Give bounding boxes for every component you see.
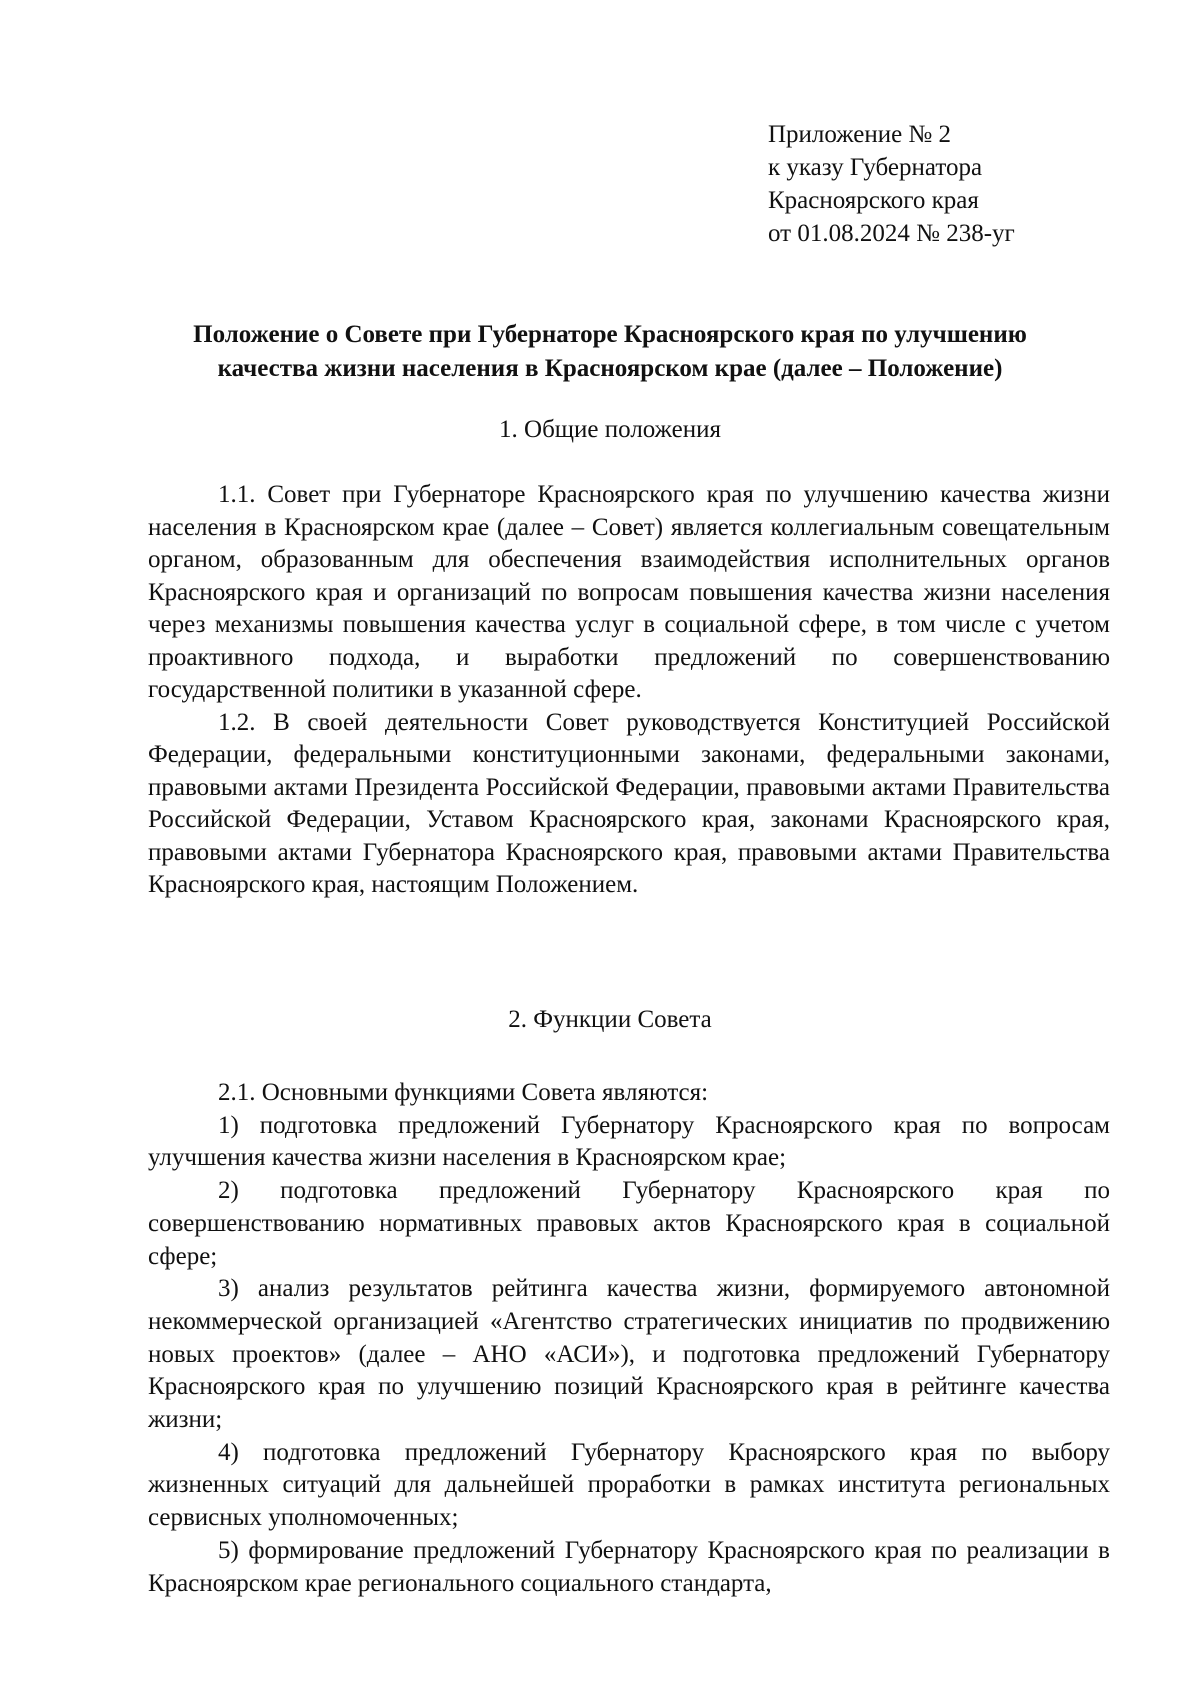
- paragraph-1-1: 1.1. Совет при Губернаторе Красноярского края по улучшению качества жизни населения в Красноярском крае (далее – Совет) является коллегиальным совещательным органом, образованным для обеспечения взаимодействия исполнительных органов Красноярского края и организаций по вопросам повышения качества жизни населения через механизмы повышения качества услуг в социальной сфере, в том числе с учетом проактивного подхода, и выработки предложений по совершенствованию государственной политики в указанной сфере.: [148, 481, 1110, 703]
- paragraph-2-1: 2.1. Основными функциями Совета являются:: [218, 1079, 709, 1106]
- section-1-heading: 1. Общие положения: [499, 416, 721, 443]
- appendix-line-2: к указу Губернатора: [768, 154, 983, 181]
- list-item: 3) анализ результатов рейтинга качества жизни, формируемого автономной некоммерческой организацией «Агентство стратегических инициатив по продвижению новых проектов» (далее – АНО «АСИ»), и подготовка предложений Губернатору Красноярского края по улучшению позиций Красноярского края в рейтинге качества жизни;: [148, 1275, 1110, 1434]
- appendix-line-4: от 01.08.2024 № 238-уг: [768, 220, 1015, 247]
- section-2-body: [148, 1077, 1110, 1600]
- appendix-line-3: Красноярского края: [768, 187, 979, 214]
- document-title-line-1: Положение о Совете при Губернаторе Красноярского края по улучшению: [193, 321, 1027, 348]
- document-title-line-2: качества жизни населения в Красноярском крае (далее – Положение): [217, 355, 1003, 382]
- section-1-body: [148, 479, 1110, 902]
- list-item: 2) подготовка предложений Губернатору Красноярского края по совершенствованию нормативных правовых актов Красноярского края в социальной сфере;: [148, 1177, 1110, 1270]
- appendix-line-1: Приложение № 2: [768, 121, 952, 148]
- list-item: 4) подготовка предложений Губернатору Красноярского края по выбору жизненных ситуаций для дальнейшей проработки в рамках института региональных сервисных уполномоченных;: [148, 1438, 1110, 1532]
- document-title: [130, 318, 1090, 386]
- list-item: 5) формирование предложений Губернатору Красноярского края по реализации в Красноярском крае регионального социального стандарта,: [148, 1536, 1110, 1597]
- list-item: 1) подготовка предложений Губернатору Красноярского края по вопросам улучшения качества жизни населения в Красноярском крае;: [148, 1111, 1110, 1172]
- appendix-block: [768, 118, 1015, 250]
- section-2-heading: 2. Функции Совета: [508, 1006, 712, 1033]
- paragraph-1-2: 1.2. В своей деятельности Совет руководствуется Конституцией Российской Федерации, федеральными конституционными законами, федеральными законами, правовыми актами Президента Российской Федерации, правовыми актами Правительства Российской Федерации, Уставом Красноярского края, законами Красноярского края, правовыми актами Губернатора Красноярского края, правовыми актами Правительства Красноярского края, настоящим Положением.: [148, 708, 1110, 898]
